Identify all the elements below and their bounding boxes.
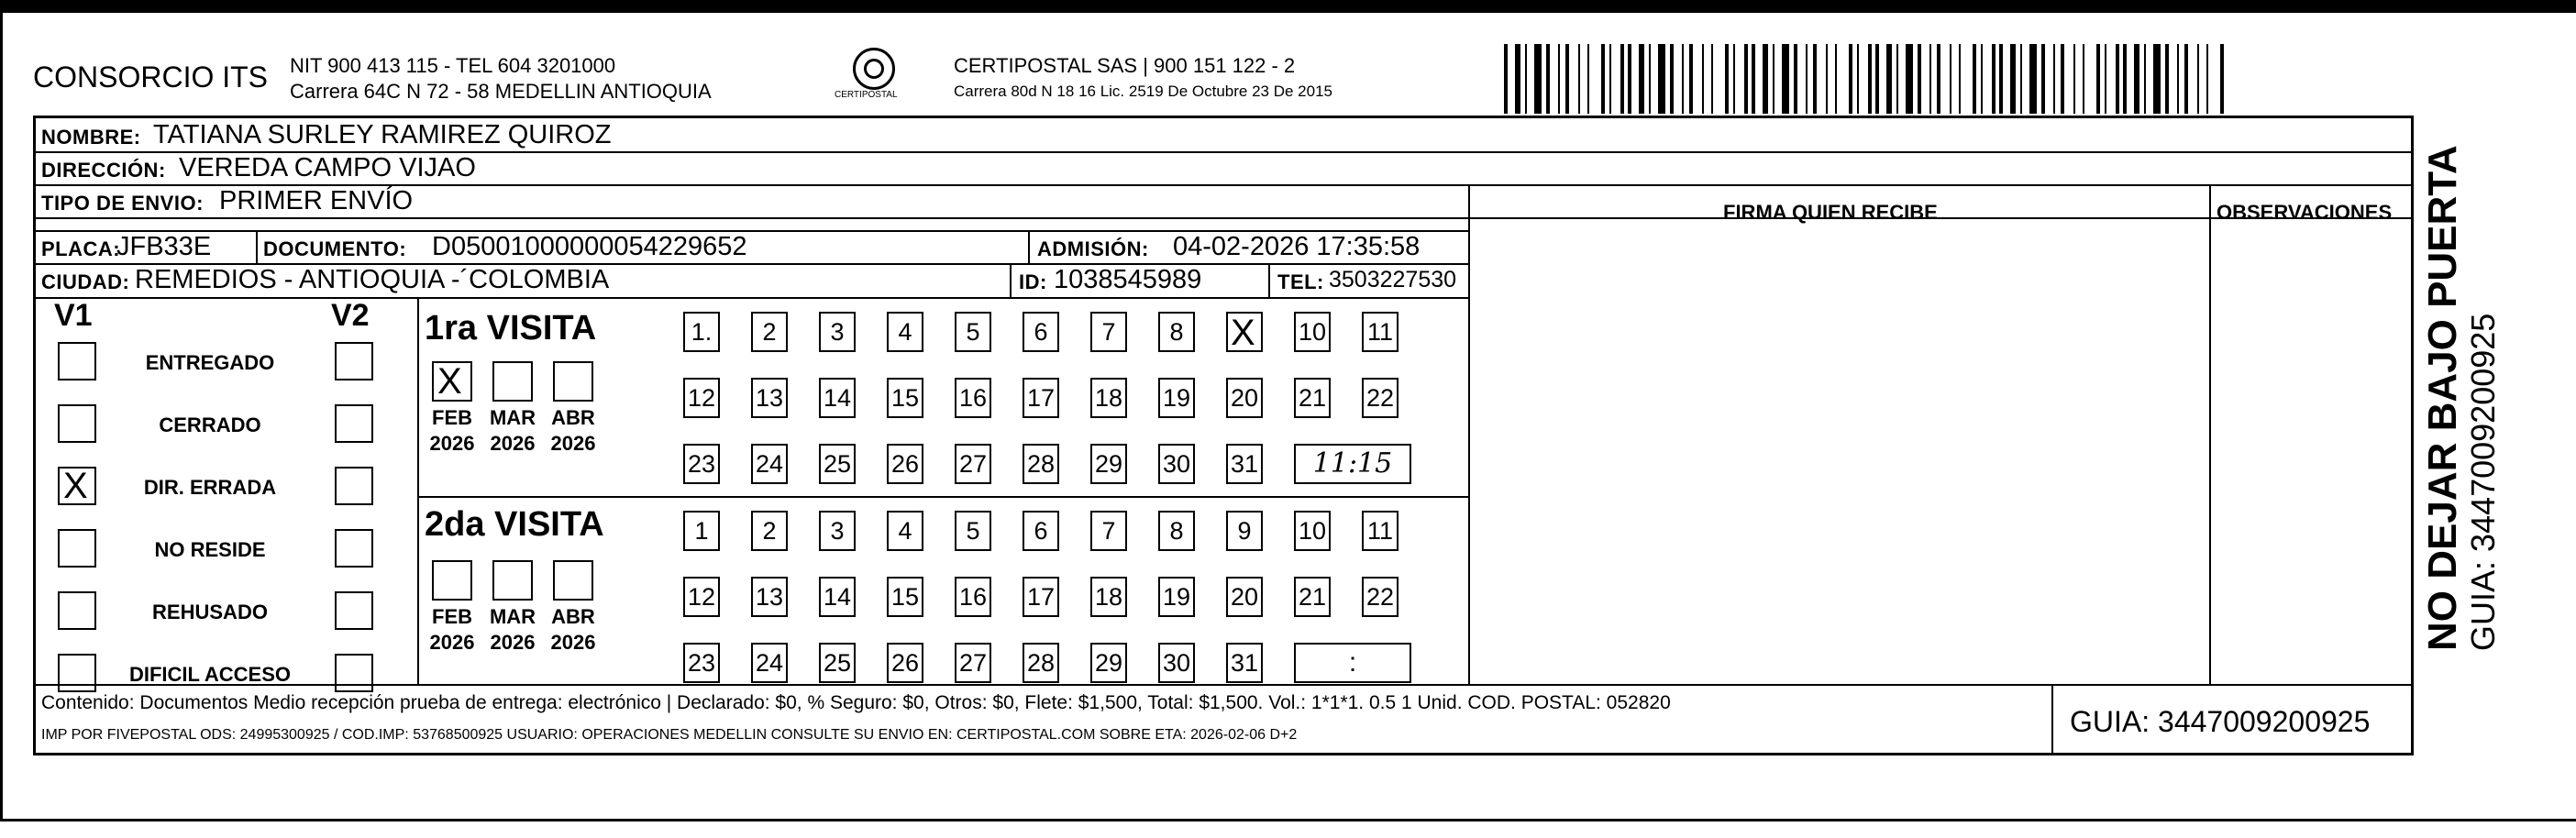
barcode-bar xyxy=(1578,44,1580,114)
year-label: 2026 xyxy=(429,631,475,654)
observaciones-header: OBSERVACIONES xyxy=(2217,201,2393,224)
admision-value: 04-02-2026 17:35:58 xyxy=(1173,232,1421,261)
v2-checkbox xyxy=(335,591,373,630)
year-label: 2026 xyxy=(550,432,596,455)
barcode-bar xyxy=(2177,44,2179,114)
day-box: 20 xyxy=(1226,577,1263,617)
barcode xyxy=(1504,44,2238,114)
barcode-bar xyxy=(1849,44,1852,114)
day-box: 25 xyxy=(819,643,856,683)
barcode-bar xyxy=(1896,44,1898,114)
nombre-value: TATIANA SURLEY RAMIREZ QUIROZ xyxy=(153,120,612,149)
barcode-bar xyxy=(2144,44,2146,114)
day-box: 1 xyxy=(683,511,720,551)
company-info xyxy=(290,53,712,105)
ciudad-value: REMEDIOS - ANTIOQUIA -´COLOMBIA xyxy=(135,265,610,294)
barcode-bar xyxy=(2105,44,2106,114)
barcode-bar xyxy=(2010,44,2016,114)
day-box: 20 xyxy=(1226,378,1263,418)
year-label: 2026 xyxy=(429,432,475,455)
day-box: 26 xyxy=(887,444,923,484)
barcode-bar xyxy=(1546,44,1550,114)
barcode-bar xyxy=(2096,44,2100,114)
day-box: 12 xyxy=(683,577,720,617)
month-label: MAR xyxy=(489,406,536,429)
day-box: 2 xyxy=(751,511,788,551)
nombre-label: NOMBRE: xyxy=(41,126,141,149)
barcode-bar xyxy=(1813,44,1817,114)
tipo-envio-label: TIPO DE ENVIO: xyxy=(41,192,204,215)
day-box: 17 xyxy=(1023,577,1059,617)
admision-label: ADMISIÓN: xyxy=(1037,237,1149,260)
month-checkbox xyxy=(553,560,593,601)
barcode-bar xyxy=(1658,44,1665,114)
barcode-bar xyxy=(2197,44,2199,114)
barcode-bar xyxy=(2083,44,2084,114)
day-box: 16 xyxy=(955,378,991,418)
barcode-bar xyxy=(1826,44,1828,114)
time-box: 11:15 xyxy=(1294,444,1411,484)
barcode-bar xyxy=(1649,44,1651,114)
barcode-bar xyxy=(1950,44,1951,114)
barcode-bar xyxy=(1782,44,1789,114)
id-label: ID: xyxy=(1019,270,1047,293)
day-box: 7 xyxy=(1090,312,1127,352)
status-label: DIFICIL ACCESO xyxy=(128,663,291,686)
barcode-bar xyxy=(1628,44,1631,114)
day-box: 13 xyxy=(751,378,788,418)
status-label: DIR. ERRADA xyxy=(143,476,277,499)
day-box: 30 xyxy=(1158,643,1195,683)
barcode-bar xyxy=(1601,44,1605,114)
imp-text: IMP POR FIVEPOSTAL ODS: 24995300925 / COD.IMP: 53768500925 USUARIO: OPERACIONES MEDELLIN CONSULTE SU ENVIO EN: CERTIPOSTAL.COM SOBRE ETA: 2026-02-06 D+2 xyxy=(41,727,1298,743)
v1-checkbox xyxy=(58,529,96,568)
day-box: 24 xyxy=(751,444,788,484)
barcode-bar xyxy=(2153,44,2161,114)
company-nit: NIT 900 413 115 - TEL 604 3201000 xyxy=(290,54,616,77)
barcode-bar xyxy=(2073,44,2075,114)
v2-checkbox xyxy=(335,342,373,380)
v1-header: V1 xyxy=(54,298,93,333)
barcode-bar xyxy=(1733,44,1735,114)
documento-value: D05001000000054229652 xyxy=(432,232,747,261)
day-box: 8 xyxy=(1158,312,1195,352)
month-checkbox xyxy=(492,361,533,402)
barcode-bar xyxy=(1999,44,2003,114)
day-box: 4 xyxy=(887,312,923,352)
day-box: 22 xyxy=(1362,378,1399,418)
barcode-bar xyxy=(1835,44,1837,114)
v1-checkbox xyxy=(58,654,96,692)
day-box: 14 xyxy=(819,577,856,617)
day-box: 9 xyxy=(1226,511,1263,551)
year-label: 2026 xyxy=(550,631,596,654)
day-box: 30 xyxy=(1158,444,1195,484)
v1-checkbox xyxy=(58,404,96,443)
barcode-bar xyxy=(1534,44,1542,114)
barcode-bar xyxy=(1689,44,1693,114)
day-box: 4 xyxy=(887,511,923,551)
day-box: 5 xyxy=(955,312,991,352)
month-check-mark: X xyxy=(437,361,462,402)
certipostal-address: Carrera 80d N 18 16 Lic. 2519 De Octubre 23 De 2015 xyxy=(954,83,1332,100)
day-box: 28 xyxy=(1023,444,1059,484)
guia-number: GUIA: 3447009200925 xyxy=(2070,705,2371,738)
barcode-bar xyxy=(1525,44,1527,114)
barcode-bar xyxy=(1620,44,1624,114)
day-box: 28 xyxy=(1023,643,1059,683)
contenido-text: Contenido: Documentos Medio recepción prueba de entrega: electrónico | Declarado: $0, % Seguro: $0, Otros: $0, Flete: $1,500, Total: $1,500. Vol.: 1*1*1. 0.5 1 Unid. COD. POSTAL: 052820 xyxy=(41,692,1671,713)
id-value: 1038545989 xyxy=(1054,265,1202,294)
day-box: 23 xyxy=(683,444,720,484)
day-box xyxy=(1226,312,1263,352)
documento-label: DOCUMENTO: xyxy=(263,237,407,260)
month-checkbox xyxy=(432,361,472,402)
side-guia: GUIA: 3447009200925 xyxy=(2464,313,2502,651)
company-address: Carrera 64C N 72 - 58 MEDELLIN ANTIOQUIA xyxy=(290,80,712,103)
day-box: 19 xyxy=(1158,577,1195,617)
day-box: 27 xyxy=(955,643,991,683)
barcode-bar xyxy=(1711,44,1713,114)
barcode-bar xyxy=(1515,44,1520,114)
day-box: 27 xyxy=(955,444,991,484)
tel-label: TEL: xyxy=(1277,270,1324,293)
day-box: 17 xyxy=(1023,378,1059,418)
day-box: 29 xyxy=(1090,643,1127,683)
side-text xyxy=(2421,145,2502,651)
firma-header: FIRMA QUIEN RECIBE xyxy=(1723,201,1938,224)
day-box: 10 xyxy=(1294,312,1331,352)
status-label: REHUSADO xyxy=(152,601,268,623)
first-visit-title: 1ra VISITA xyxy=(425,309,597,347)
v1-checkbox xyxy=(58,342,96,380)
v2-checkbox xyxy=(335,404,373,443)
day-box: 6 xyxy=(1023,312,1059,352)
barcode-bar xyxy=(1773,44,1774,114)
shipping-form xyxy=(33,116,2414,755)
barcode-bar xyxy=(1558,44,1560,114)
month-label: MAR xyxy=(489,605,536,628)
barcode-bar xyxy=(1875,44,1879,114)
barcode-bar xyxy=(1794,44,1797,114)
barcode-bar xyxy=(2061,44,2064,114)
status-label: ENTREGADO xyxy=(145,351,275,374)
barcode-bar xyxy=(1609,44,1611,114)
barcode-bar xyxy=(1752,44,1755,114)
certipostal-info xyxy=(954,53,1332,105)
second-visit-title: 2da VISITA xyxy=(425,505,604,544)
month-checkbox xyxy=(432,560,472,601)
day-box: 10 xyxy=(1294,511,1331,551)
barcode-bar xyxy=(1587,44,1589,114)
placa-value: JFB33E xyxy=(116,232,212,261)
day-box: 26 xyxy=(887,643,923,683)
day-box: 3 xyxy=(819,312,856,352)
status-label: NO RESIDE xyxy=(154,538,266,561)
barcode-bar xyxy=(1565,44,1569,114)
v2-header: V2 xyxy=(331,298,370,333)
day-box: 25 xyxy=(819,444,856,484)
day-box: 11 xyxy=(1362,511,1399,551)
month-label: FEB xyxy=(432,406,472,429)
day-box: 21 xyxy=(1294,577,1331,617)
day-box: 6 xyxy=(1023,511,1059,551)
v1-checkbox xyxy=(58,467,96,505)
v2-checkbox xyxy=(335,529,373,568)
placa-label: PLACA: xyxy=(41,237,121,260)
day-box: 19 xyxy=(1158,378,1195,418)
direccion-label: DIRECCIÓN: xyxy=(41,159,166,182)
v2-checkbox xyxy=(335,654,373,692)
logo-caption: CERTIPOSTAL xyxy=(835,90,898,100)
barcode-bar xyxy=(1504,44,1508,114)
day-box: 15 xyxy=(887,577,923,617)
certipostal-logo-icon xyxy=(853,48,895,90)
barcode-bar xyxy=(1868,44,1872,114)
month-label: FEB xyxy=(432,605,472,628)
barcode-bar xyxy=(1929,44,1931,114)
barcode-bar xyxy=(2041,44,2045,114)
day-box: 18 xyxy=(1090,577,1127,617)
barcode-bar xyxy=(1806,44,1808,114)
year-label: 2026 xyxy=(490,631,536,654)
left-border xyxy=(0,13,3,820)
day-box: 16 xyxy=(955,577,991,617)
day-box: 31 xyxy=(1226,643,1263,683)
barcode-bar xyxy=(1639,44,1644,114)
barcode-bar xyxy=(1857,44,1859,114)
barcode-bar xyxy=(2123,44,2127,114)
day-box: 8 xyxy=(1158,511,1195,551)
day-box: 23 xyxy=(683,643,720,683)
barcode-bar xyxy=(2165,44,2169,114)
year-label: 2026 xyxy=(490,432,536,455)
barcode-bar xyxy=(1763,44,1768,114)
day-box: 13 xyxy=(751,577,788,617)
barcode-bar xyxy=(1959,44,1961,114)
month-label: ABR xyxy=(551,406,595,429)
day-box: 29 xyxy=(1090,444,1127,484)
day-box: 12 xyxy=(683,378,720,418)
barcode-bar xyxy=(2053,44,2055,114)
barcode-bar xyxy=(1744,44,1748,114)
barcode-bar xyxy=(1937,44,1940,114)
day-box: 2 xyxy=(751,312,788,352)
barcode-bar xyxy=(2029,44,2037,114)
barcode-bar xyxy=(1992,44,1996,114)
barcode-bar xyxy=(2020,44,2022,114)
barcode-bar xyxy=(1918,44,1921,114)
bottom-border xyxy=(0,819,2576,821)
barcode-bar xyxy=(1981,44,1983,114)
day-box: 22 xyxy=(1362,577,1399,617)
day-check-mark: X xyxy=(1231,313,1255,353)
month-checkbox xyxy=(492,560,533,601)
day-box: 24 xyxy=(751,643,788,683)
barcode-bar xyxy=(1670,44,1674,114)
month-checkbox xyxy=(553,361,593,402)
day-box: 5 xyxy=(955,511,991,551)
day-box: 21 xyxy=(1294,378,1331,418)
day-box: 18 xyxy=(1090,378,1127,418)
barcode-bar xyxy=(1725,44,1729,114)
barcode-bar xyxy=(1906,44,1913,114)
barcode-bar xyxy=(2134,44,2139,114)
barcode-bar xyxy=(1973,44,1976,114)
day-box: 15 xyxy=(887,378,923,418)
v1-checkbox xyxy=(58,591,96,630)
day-box: 3 xyxy=(819,511,856,551)
direccion-value: VEREDA CAMPO VIJAO xyxy=(179,153,476,182)
certipostal-nit: CERTIPOSTAL SAS | 900 151 122 - 2 xyxy=(954,54,1296,77)
month-label: ABR xyxy=(551,605,595,628)
barcode-bar xyxy=(1702,44,1704,114)
no-dejar-bajo-puerta: NO DEJAR BAJO PUERTA xyxy=(2420,145,2465,651)
v1-check-mark: X xyxy=(63,466,88,506)
day-box: 31 xyxy=(1226,444,1263,484)
day-box: 11 xyxy=(1362,312,1399,352)
barcode-bar xyxy=(1886,44,1892,114)
day-box: 1. xyxy=(683,312,720,352)
barcode-bar xyxy=(2184,44,2188,114)
top-border xyxy=(0,0,2576,13)
barcode-bar xyxy=(2220,44,2224,114)
status-label: CERRADO xyxy=(159,413,261,436)
tel-value: 3503227530 xyxy=(1329,267,1457,292)
barcode-bar xyxy=(2116,44,2119,114)
day-box: 7 xyxy=(1090,511,1127,551)
barcode-bar xyxy=(2206,44,2208,114)
company-name: CONSORCIO ITS xyxy=(33,61,269,94)
barcode-bar xyxy=(1682,44,1684,114)
tipo-envio-value: PRIMER ENVÍO xyxy=(219,186,414,215)
day-box: 14 xyxy=(819,378,856,418)
time-box: : xyxy=(1294,643,1411,683)
v2-checkbox xyxy=(335,467,373,505)
ciudad-label: CIUDAD: xyxy=(41,270,130,293)
